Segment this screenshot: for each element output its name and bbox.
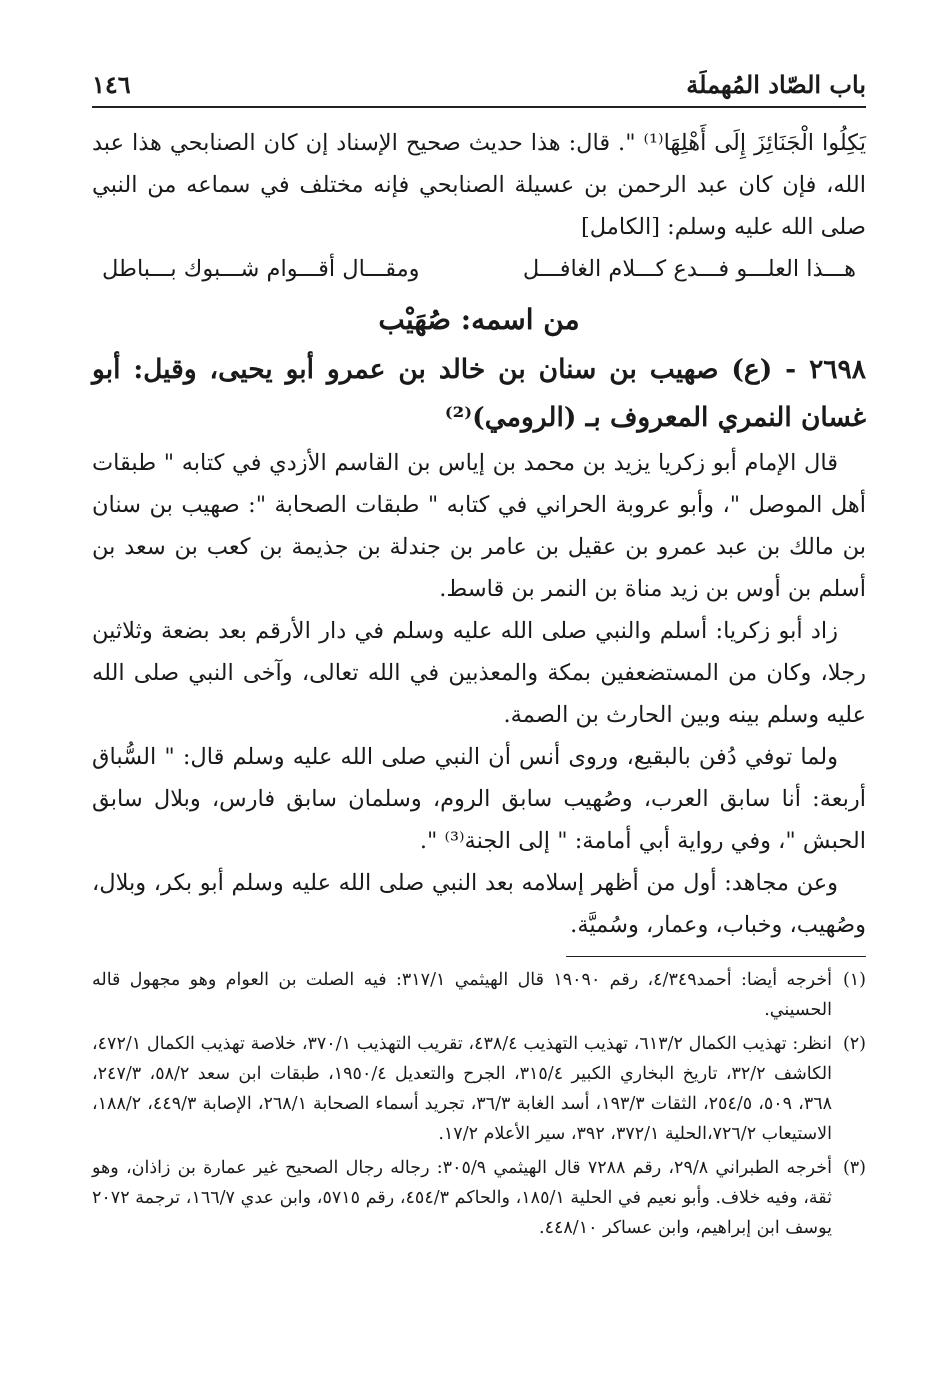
page-number: ١٤٦: [92, 70, 131, 99]
page-header: [92, 58, 866, 108]
section-title: من اسمه: صُهَيْب: [378, 303, 580, 336]
paragraph-5: وعن مجاهد: أول من أظهر إسلامه بعد النبي صلى الله عليه وسلم أبو بكر، وبلال، وصُهيب، وخباب، وعمار، وسُميَّة.: [92, 870, 866, 938]
verse-second-hemistich: ومقـــال أقـــوام شـــبوك بـــباطل: [102, 256, 420, 282]
poetry-verse: [102, 248, 856, 290]
paragraph-2: قال الإمام أبو زكريا يزيد بن محمد بن إياس بن القاسم الأزدي في كتابه " طبقات أهل الموصل "، وأبو عروبة الحراني في كتابه " طبقات الصحابة ": صهيب بن سنان بن مالك بن عبد عمرو بن عقيل بن عامر بن جندلة بن جذيمة بن كعب بن سعد بن أسلم بن أوس بن زيد مناة بن النمر بن قاسط.: [92, 450, 866, 602]
footnote-number: (٢): [842, 1034, 866, 1054]
biography-entry-heading: ٢٦٩٨ - (ع) صهيب بن سنان بن خالد بن عمرو أبو يحيى، وقيل: أبو غسان النمري المعروف بـ (الرومي)⁽²⁾: [92, 354, 866, 433]
verse-first-hemistich: هـــذا العلـــو فـــدع كـــلام الغافـــل: [522, 256, 856, 282]
footnote: [92, 1153, 866, 1243]
paragraph-1: يَكِلُوا الْجَنَائِزَ إِلَى أَهْلِهَا⁽¹⁾ ". قال: هذا حديث صحيح الإسناد إن كان الصنابحي هذا عبد الله، فإن كان عبد الرحمن بن عسيلة الصنابحي فإنه مختلف في سماعه من النبي صلى الله عليه وسلم: [الكامل]: [92, 130, 866, 240]
footnote-text: أخرجه أيضا: أحمد٤/٣٤٩، رقم ١٩٠٩٠ قال الهيثمي ٣١٧/١: فيه الصلت بن العوام وهو مجهول قاله الحسيني.: [92, 970, 832, 1020]
paragraph-3: زاد أبو زكريا: أسلم والنبي صلى الله عليه وسلم في دار الأرقم بعد بضعة وثلاثين رجلا، وكان من المستضعفين بمكة والمعذبين في الله تعالى، وآخى النبي صلى الله عليه وسلم بينه وبين الحارث بن الصمة.: [92, 618, 866, 728]
chapter-title: باب الصّاد المُهملَة: [686, 70, 866, 99]
footnote: [92, 965, 866, 1025]
book-page: [92, 58, 866, 1348]
footnote: [92, 1029, 866, 1149]
footnote-divider: [566, 956, 866, 957]
footnotes: [92, 965, 866, 1243]
footnote-number: (٣): [842, 1158, 866, 1178]
footnote-text: انظر: تهذيب الكمال ٦١٣/٢، تهذيب التهذيب ٤٣٨/٤، تقريب التهذيب ٣٧٠/١، خلاصة تهذيب الكمال ٤٧٢/١، الكاشف ٣٢/٢، تاريخ البخاري الكبير ٣١٥/٤، الجرح والتعديل ١٩٥٠/٤، طبقات ابن سعد ٥٨/٢، ٢٤٧/٣، ٣٦٨، ٥٠٩، ٢٥٤/٥، الثقات ١٩٣/٣، أسد الغابة ٣٦/٣، تجريد أسماء الصحابة ٢٦٨/١، الإصابة ٤٤٩/٣، ١٨٨/٢، الاستيعاب ٧٢٦/٢،الحلية ٣٧٢/١، ٣٩٢، سير الأعلام ١٧/٢.: [92, 1034, 833, 1144]
footnote-number: (١): [842, 970, 866, 990]
main-text: [92, 122, 866, 946]
paragraph-4: ولما توفي دُفن بالبقيع، وروى أنس أن النبي صلى الله عليه وسلم قال: " السُّباق أربعة: أنا سابق العرب، وصُهيب سابق الروم، وسلمان سابق فارس، وبلال سابق الحبش "، وفي رواية أبي أمامة: " إلى الجنة⁽³⁾ ".: [92, 744, 866, 854]
footnote-text: أخرجه الطبراني ٢٩/٨، رقم ٧٢٨٨ قال الهيثمي ٣٠٥/٩: رجاله رجال الصحيح غير عمارة بن زاذان، وهو ثقة، وفيه خلاف. وأبو نعيم في الحلية ١٨٥/١، والحاكم ٤٥٤/٣، رقم ٥٧١٥، وابن عدي ١٦٦/٧، ترجمة ٢٠٧٢ يوسف ابن إبراهيم، وابن عساكر ٤٤٨/١٠.: [92, 1158, 833, 1238]
